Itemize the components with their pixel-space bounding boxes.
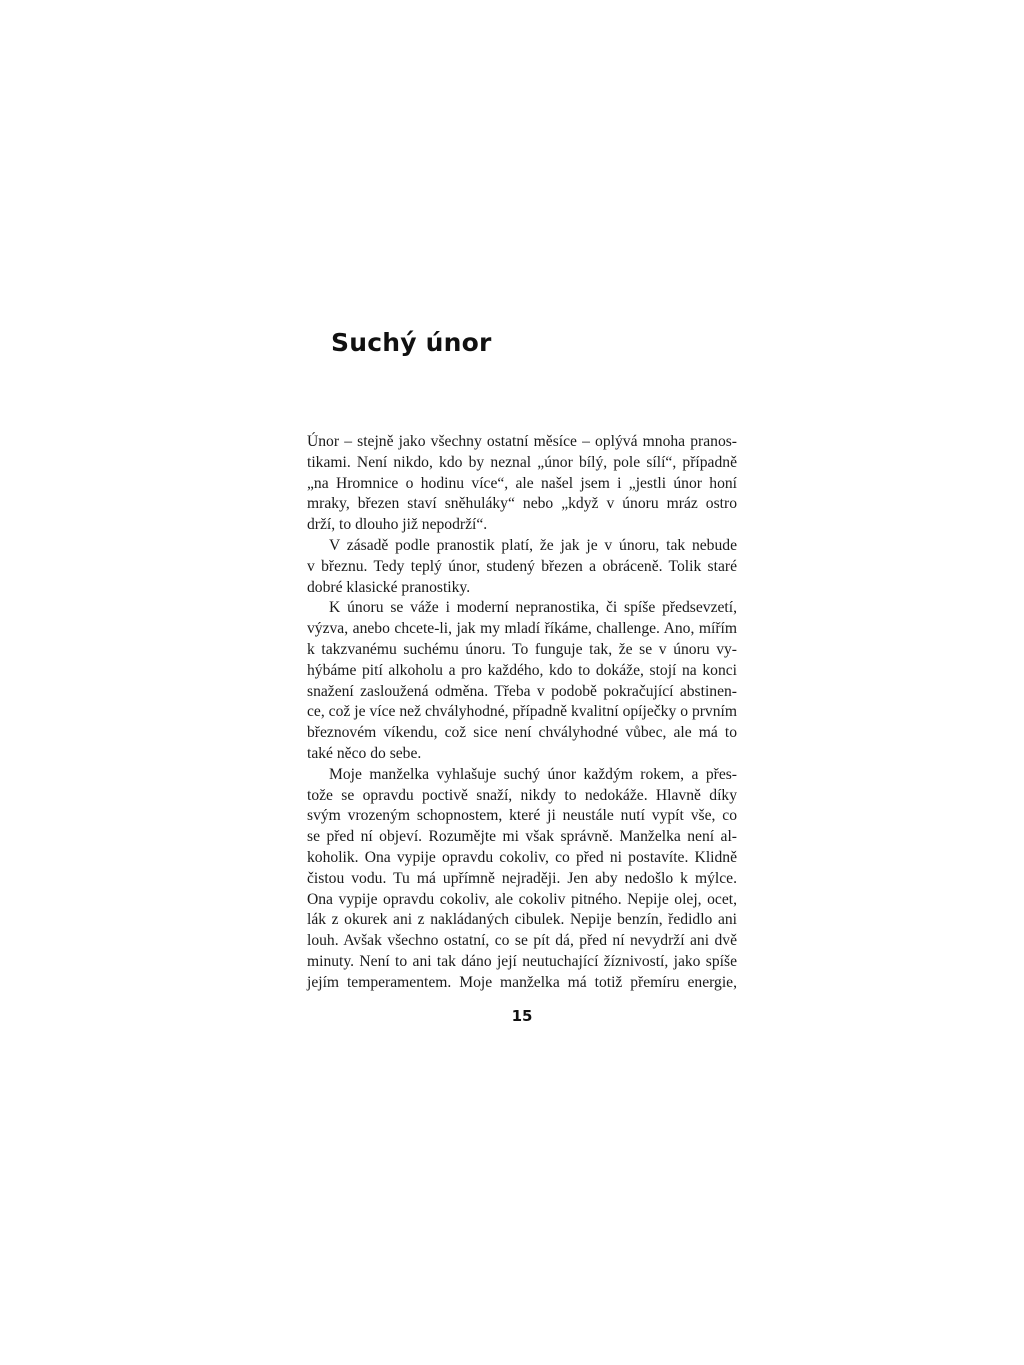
text-line-14: ce, což je více než chvályhodné, případně kvalitní opíječky o prvním	[307, 703, 737, 721]
text-line-24: lák z okurek ani z nakládaných cibulek. Nepije benzín, ředidlo ani	[307, 911, 737, 929]
chapter-body-text	[307, 432, 737, 994]
text-line-19: svým vrozeným schopnostem, které ji neustále nutí vypít vše, co	[307, 807, 737, 825]
text-line-13: snažení zasloužená odměna. Třeba v podobě pokračující abstinen-	[307, 682, 737, 700]
text-line-5: drží, to dlouho již nepodrží“.	[307, 516, 488, 534]
chapter-title: Suchý únor	[331, 328, 492, 357]
page-number: 15	[511, 1007, 533, 1025]
text-line-12: hýbáme pití alkoholu a pro každého, kdo to dokáže, stojí na konci	[307, 661, 737, 679]
text-line-17: Moje manželka vyhlašuje suchý únor každým rokem, a přes-	[329, 765, 737, 783]
text-line-8: dobré klasické pranostiky.	[307, 578, 471, 596]
text-line-3: „na Hromnice o hodinu více“, ale našel jsem i „jestli únor honí	[307, 474, 737, 492]
text-line-20: se před ní objeví. Rozumějte mi však správně. Manželka není al-	[307, 828, 737, 846]
text-line-11: k takzvanému suchému únoru. To funguje tak, že se v únoru vy-	[307, 640, 737, 658]
text-line-26: minuty. Není to ani tak dáno její neutuchající žíznivostí, jako spíše	[307, 952, 737, 970]
text-line-2: tikami. Není nikdo, kdo by neznal „únor bílý, pole sílí“, případně	[307, 453, 737, 471]
text-line-1: Únor – stejně jako všechny ostatní měsíce – oplývá mnoha pranos-	[307, 433, 737, 450]
text-line-4: mraky, březen staví sněhuláky“ nebo „když v únoru mráz ostro	[307, 495, 737, 513]
text-line-27: jejím temperamentem. Moje manželka má totiž přemíru energie,	[307, 973, 737, 991]
text-line-9: K únoru se váže i moderní nepranostika, či spíše předsevzetí,	[329, 599, 737, 617]
text-line-25: louh. Avšak všechno ostatní, co se pít dá, před ní nevydrží ani dvě	[307, 932, 737, 950]
text-line-23: Ona vypije opravdu cokoliv, ale cokoliv pitného. Nepije olej, ocet,	[307, 890, 737, 908]
text-line-15: březnovém víkendu, což sice není chvályhodné vůbec, ale má to	[307, 724, 737, 742]
text-line-22: čistou vodu. Tu má upřímně nejraději. Jen aby nedošlo k mýlce.	[307, 869, 737, 887]
text-line-10: výzva, anebo chcete-li, jak my mladí říkáme, challenge. Ano, mířím	[307, 620, 737, 638]
text-line-6: V zásadě podle pranostik platí, že jak je v únoru, tak nebude	[329, 536, 737, 554]
text-line-7: v březnu. Tedy teplý únor, studený březen a obráceně. Tolik staré	[307, 557, 737, 575]
text-line-16: také něco do sebe.	[307, 744, 422, 762]
text-line-18: tože se opravdu poctivě snaží, nikdy to nedokáže. Hlavně díky	[307, 786, 737, 804]
text-line-21: koholik. Ona vypije opravdu cokoliv, co před ni postavíte. Klidně	[307, 848, 737, 866]
